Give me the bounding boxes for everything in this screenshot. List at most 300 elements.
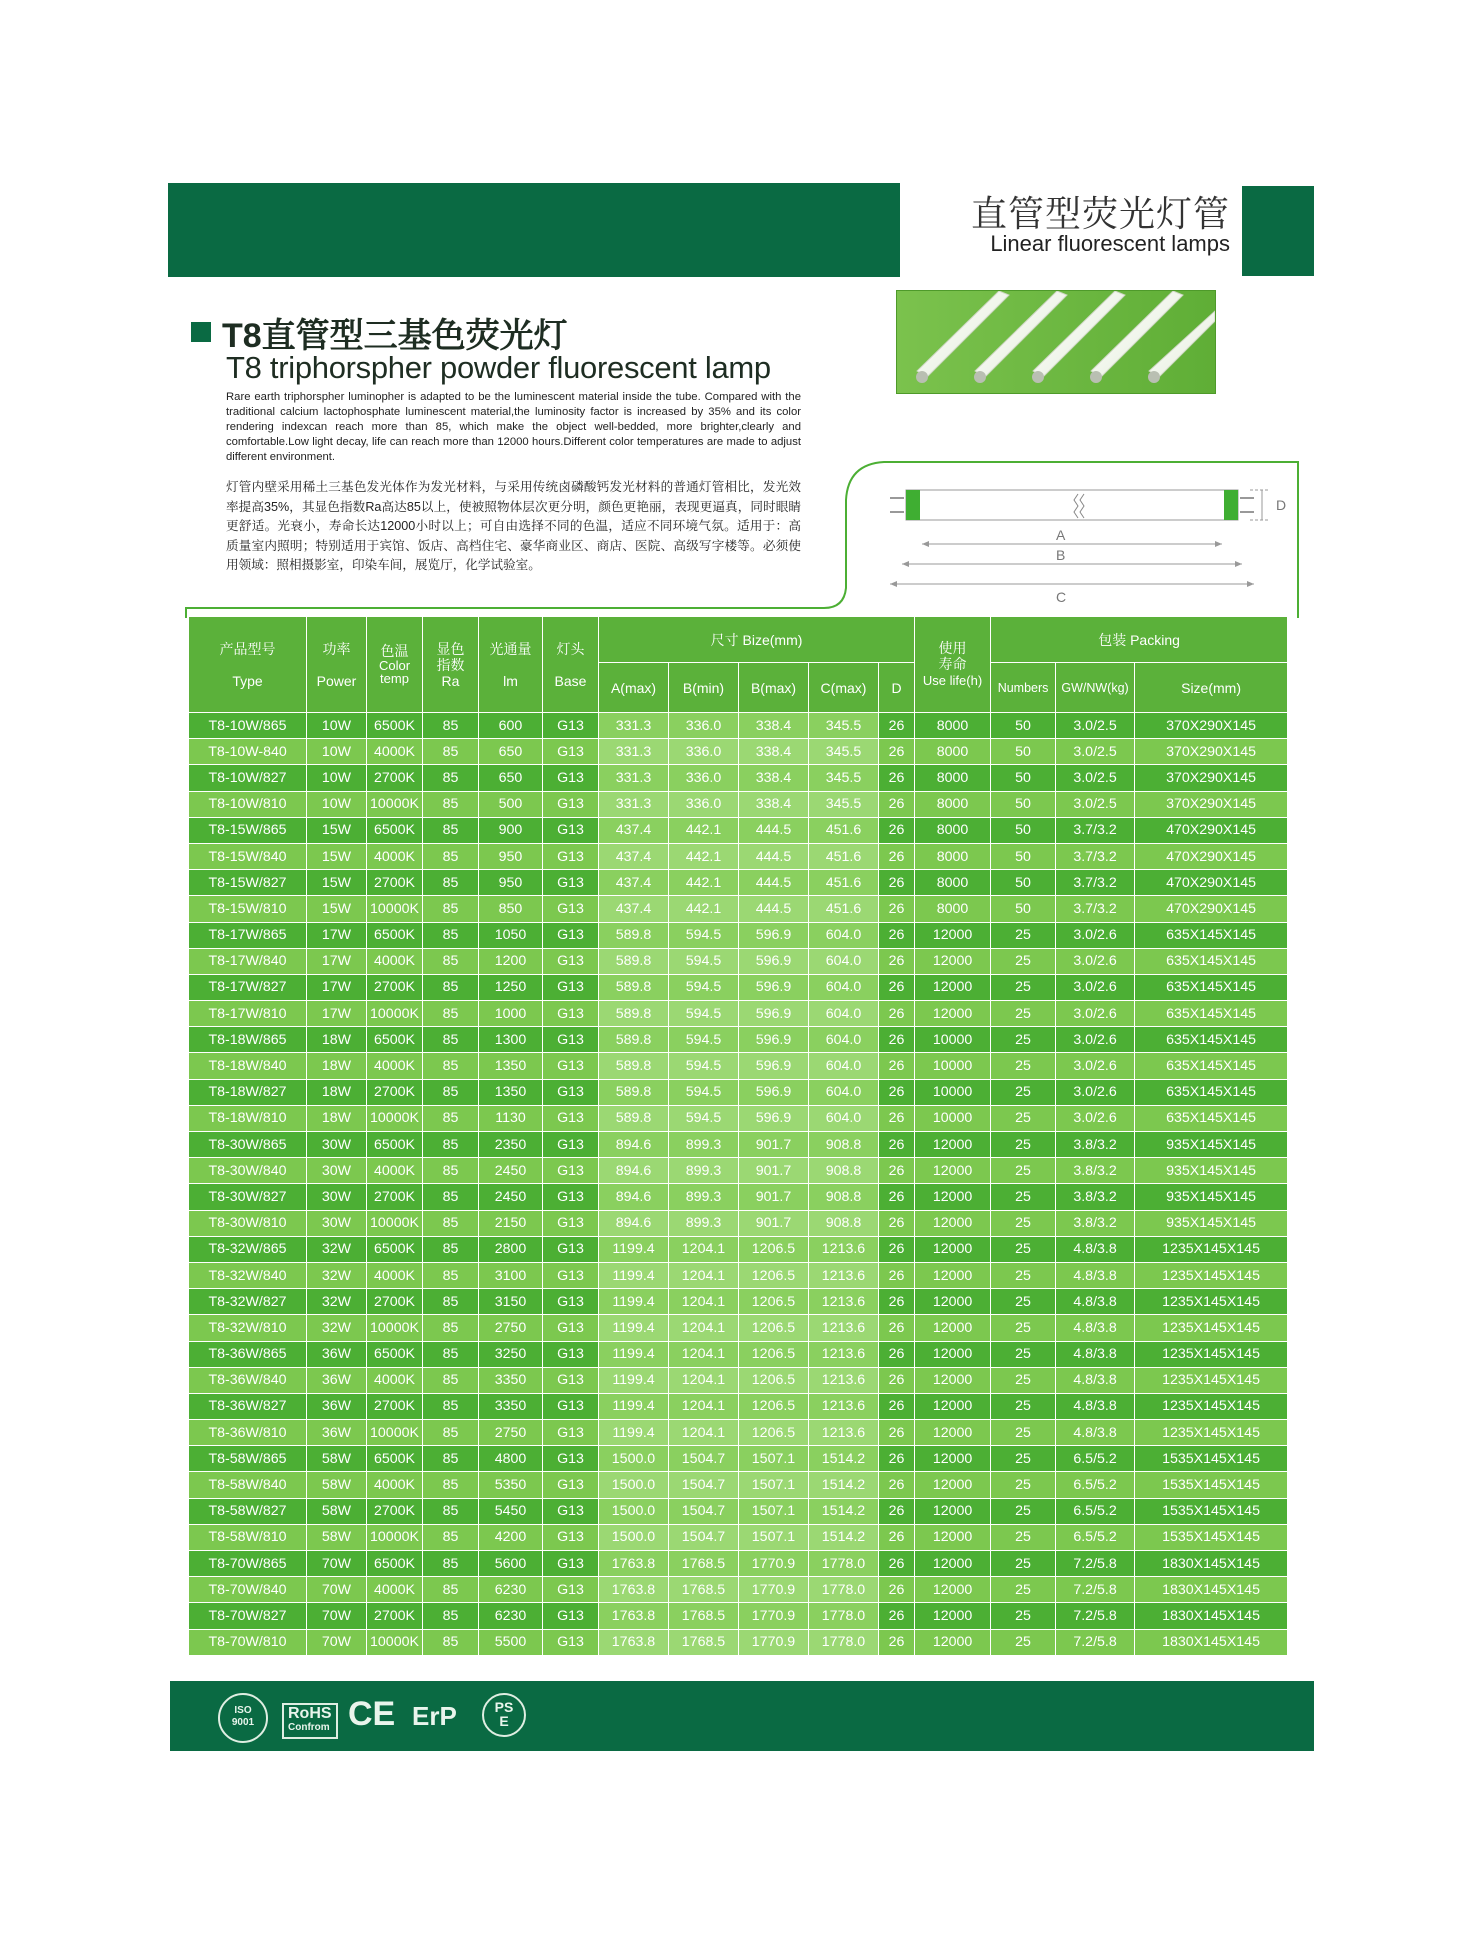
table-row (189, 843, 1288, 869)
table-cell: 935X145X145 (1135, 1132, 1288, 1158)
table-cell: 12000 (915, 1289, 991, 1315)
table-cell: 85 (423, 739, 479, 765)
table-cell: 2450 (479, 1158, 543, 1184)
table-cell: 2150 (479, 1210, 543, 1236)
table-cell: 36W (307, 1341, 367, 1367)
table-cell: 12000 (915, 1629, 991, 1655)
table-cell: 2700K (367, 1393, 423, 1419)
table-cell: T8-17W/840 (189, 948, 307, 974)
table-cell: 1204.1 (669, 1393, 739, 1419)
table-cell: 12000 (915, 1603, 991, 1629)
table-row (189, 1184, 1288, 1210)
table-cell: T8-32W/810 (189, 1315, 307, 1341)
table-cell: 85 (423, 1158, 479, 1184)
table-row (189, 948, 1288, 974)
table-cell: 604.0 (809, 948, 879, 974)
table-cell: 26 (879, 1498, 915, 1524)
table-cell: 2700K (367, 1603, 423, 1629)
table-cell: 85 (423, 870, 479, 896)
table-cell: G13 (543, 1210, 599, 1236)
table-cell: 2700K (367, 1289, 423, 1315)
table-cell: 935X145X145 (1135, 1210, 1288, 1236)
table-cell: 36W (307, 1393, 367, 1419)
table-cell: 4.8/3.8 (1056, 1315, 1135, 1341)
table-cell: 2700K (367, 765, 423, 791)
pse-cert-icon: PS E (482, 1693, 526, 1737)
table-cell: 470X290X145 (1135, 896, 1288, 922)
table-cell: 437.4 (599, 870, 669, 896)
table-cell: 1199.4 (599, 1236, 669, 1262)
table-cell: 331.3 (599, 791, 669, 817)
table-cell: 12000 (915, 1262, 991, 1288)
table-cell: 1514.2 (809, 1498, 879, 1524)
table-cell: 604.0 (809, 922, 879, 948)
table-cell: 2700K (367, 1079, 423, 1105)
col-lumen: 光通量 lm (479, 617, 543, 713)
table-cell: 50 (991, 817, 1056, 843)
table-cell: 500 (479, 791, 543, 817)
table-cell: 596.9 (739, 1001, 809, 1027)
table-cell: 85 (423, 843, 479, 869)
table-cell: 26 (879, 1446, 915, 1472)
table-cell: 4000K (367, 1577, 423, 1603)
table-cell: 18W (307, 1027, 367, 1053)
table-cell: 1213.6 (809, 1262, 879, 1288)
table-cell: 6230 (479, 1603, 543, 1629)
table-row (189, 1524, 1288, 1550)
col-cmax: C(max) (809, 663, 879, 713)
table-cell: 604.0 (809, 1105, 879, 1131)
col-packing-group: 包装 Packing (991, 617, 1288, 663)
table-cell: 18W (307, 1105, 367, 1131)
table-cell: G13 (543, 817, 599, 843)
diagram-label-d: D (1276, 497, 1287, 513)
table-cell: 1763.8 (599, 1629, 669, 1655)
table-cell: 10000 (915, 1027, 991, 1053)
page-title-cn: 直管型荧光灯管 (970, 193, 1230, 234)
table-cell: 3.0/2.5 (1056, 765, 1135, 791)
table-cell: 6500K (367, 1341, 423, 1367)
table-cell: 85 (423, 1472, 479, 1498)
table-cell: 25 (991, 1446, 1056, 1472)
table-cell: 1830X145X145 (1135, 1577, 1288, 1603)
table-cell: 2800 (479, 1236, 543, 1262)
col-ra: 显色指数 Ra (423, 617, 479, 713)
table-cell: 26 (879, 1393, 915, 1419)
table-cell: 6.5/5.2 (1056, 1524, 1135, 1550)
table-cell: T8-32W/840 (189, 1262, 307, 1288)
table-cell: 1830X145X145 (1135, 1629, 1288, 1655)
table-cell: 1206.5 (739, 1315, 809, 1341)
table-cell: 950 (479, 870, 543, 896)
table-cell: 26 (879, 1210, 915, 1236)
table-cell: 26 (879, 1367, 915, 1393)
table-cell: 5600 (479, 1551, 543, 1577)
table-cell: 2750 (479, 1420, 543, 1446)
table-cell: 4000K (367, 843, 423, 869)
table-cell: 345.5 (809, 713, 879, 739)
table-cell: G13 (543, 1472, 599, 1498)
table-cell: 1500.0 (599, 1472, 669, 1498)
col-bmin: B(min) (669, 663, 739, 713)
table-cell: T8-30W/827 (189, 1184, 307, 1210)
table-cell: 25 (991, 1603, 1056, 1629)
table-cell: 85 (423, 1210, 479, 1236)
table-cell: 908.8 (809, 1210, 879, 1236)
table-cell: 85 (423, 1341, 479, 1367)
table-cell: 3.7/3.2 (1056, 870, 1135, 896)
table-cell: 1213.6 (809, 1315, 879, 1341)
table-cell: 50 (991, 896, 1056, 922)
table-cell: 894.6 (599, 1210, 669, 1236)
table-cell: 26 (879, 1158, 915, 1184)
table-row (189, 870, 1288, 896)
table-cell: 4.8/3.8 (1056, 1420, 1135, 1446)
table-cell: 26 (879, 1236, 915, 1262)
table-cell: 1768.5 (669, 1551, 739, 1577)
table-cell: 604.0 (809, 1079, 879, 1105)
table-cell: 1206.5 (739, 1262, 809, 1288)
table-cell: 1504.7 (669, 1498, 739, 1524)
table-row (189, 1629, 1288, 1655)
table-cell: 85 (423, 1315, 479, 1341)
table-cell: 1213.6 (809, 1420, 879, 1446)
table-cell: 26 (879, 1262, 915, 1288)
table-cell: 7.2/5.8 (1056, 1603, 1135, 1629)
table-cell: 6500K (367, 1236, 423, 1262)
table-cell: 10000K (367, 1210, 423, 1236)
table-cell: 442.1 (669, 870, 739, 896)
table-cell: 25 (991, 1027, 1056, 1053)
table-cell: 589.8 (599, 1079, 669, 1105)
table-cell: 50 (991, 791, 1056, 817)
table-cell: 596.9 (739, 948, 809, 974)
table-cell: 26 (879, 1027, 915, 1053)
table-cell: 85 (423, 1105, 479, 1131)
table-cell: 635X145X145 (1135, 1105, 1288, 1131)
table-cell: T8-36W/840 (189, 1367, 307, 1393)
table-cell: 596.9 (739, 1053, 809, 1079)
table-cell: 30W (307, 1210, 367, 1236)
table-cell: 604.0 (809, 1027, 879, 1053)
table-cell: 10000K (367, 1105, 423, 1131)
table-cell: 8000 (915, 765, 991, 791)
table-row (189, 1210, 1288, 1236)
table-cell: 6230 (479, 1577, 543, 1603)
table-cell: 1199.4 (599, 1393, 669, 1419)
table-cell: 26 (879, 870, 915, 896)
table-cell: 635X145X145 (1135, 1079, 1288, 1105)
table-cell: 50 (991, 870, 1056, 896)
table-cell: 1350 (479, 1079, 543, 1105)
table-cell: 3.0/2.6 (1056, 948, 1135, 974)
table-cell: 336.0 (669, 765, 739, 791)
table-cell: 1199.4 (599, 1262, 669, 1288)
table-cell: 26 (879, 922, 915, 948)
table-cell: 12000 (915, 974, 991, 1000)
table-cell: 1504.7 (669, 1524, 739, 1550)
table-cell: 25 (991, 1001, 1056, 1027)
table-cell: 650 (479, 739, 543, 765)
table-cell: 894.6 (599, 1132, 669, 1158)
table-cell: 1768.5 (669, 1603, 739, 1629)
table-cell: 25 (991, 1132, 1056, 1158)
table-cell: 12000 (915, 1393, 991, 1419)
table-cell: 10000K (367, 1629, 423, 1655)
col-pack-size: Size(mm) (1135, 663, 1288, 713)
table-cell: 437.4 (599, 817, 669, 843)
table-cell: 36W (307, 1420, 367, 1446)
table-cell: T8-36W/810 (189, 1420, 307, 1446)
table-cell: 18W (307, 1079, 367, 1105)
table-cell: 3.0/2.6 (1056, 974, 1135, 1000)
table-cell: 1763.8 (599, 1603, 669, 1629)
table-row (189, 1236, 1288, 1262)
table-cell: 3.8/3.2 (1056, 1184, 1135, 1210)
table-cell: 25 (991, 1629, 1056, 1655)
table-cell: 370X290X145 (1135, 791, 1288, 817)
table-row (189, 1603, 1288, 1629)
table-cell: 1199.4 (599, 1289, 669, 1315)
table-cell: 594.5 (669, 1001, 739, 1027)
diagram-label-c: C (1056, 589, 1067, 605)
table-cell: G13 (543, 896, 599, 922)
table-cell: 1770.9 (739, 1603, 809, 1629)
table-cell: 70W (307, 1603, 367, 1629)
table-row (189, 817, 1288, 843)
table-cell: 3.0/2.5 (1056, 739, 1135, 765)
table-cell: G13 (543, 1524, 599, 1550)
table-cell: 589.8 (599, 922, 669, 948)
table-cell: 1535X145X145 (1135, 1498, 1288, 1524)
table-cell: 1830X145X145 (1135, 1603, 1288, 1629)
table-cell: G13 (543, 1158, 599, 1184)
table-cell: 1235X145X145 (1135, 1367, 1288, 1393)
table-row (189, 1393, 1288, 1419)
table-cell: 12000 (915, 1498, 991, 1524)
table-cell: 10W (307, 791, 367, 817)
table-cell: 85 (423, 922, 479, 948)
table-cell: 10000 (915, 1053, 991, 1079)
col-gwnw: GW/NW(kg) (1056, 663, 1135, 713)
table-body (189, 713, 1288, 1656)
table-cell: 596.9 (739, 1079, 809, 1105)
table-cell: 25 (991, 974, 1056, 1000)
table-cell: 85 (423, 791, 479, 817)
table-cell: 25 (991, 1158, 1056, 1184)
table-cell: 1500.0 (599, 1498, 669, 1524)
table-cell: 604.0 (809, 974, 879, 1000)
table-cell: 12000 (915, 1524, 991, 1550)
table-cell: 50 (991, 713, 1056, 739)
table-cell: 26 (879, 713, 915, 739)
table-cell: 25 (991, 1210, 1056, 1236)
table-cell: 444.5 (739, 817, 809, 843)
table-cell: 4.8/3.8 (1056, 1393, 1135, 1419)
table-cell: T8-58W/865 (189, 1446, 307, 1472)
table-row (189, 1367, 1288, 1393)
erp-cert-icon: ErP (412, 1701, 457, 1731)
table-cell: 70W (307, 1551, 367, 1577)
table-cell: 901.7 (739, 1158, 809, 1184)
table-cell: 8000 (915, 739, 991, 765)
table-cell: 6.5/5.2 (1056, 1498, 1135, 1524)
table-cell: 85 (423, 1079, 479, 1105)
table-cell: T8-10W/827 (189, 765, 307, 791)
table-cell: 935X145X145 (1135, 1184, 1288, 1210)
table-cell: 5500 (479, 1629, 543, 1655)
table-cell: 437.4 (599, 843, 669, 869)
table-cell: T8-15W/840 (189, 843, 307, 869)
table-cell: 15W (307, 870, 367, 896)
table-cell: 26 (879, 1079, 915, 1105)
table-cell: 650 (479, 765, 543, 791)
table-cell: 6500K (367, 922, 423, 948)
table-cell: 437.4 (599, 896, 669, 922)
table-cell: 635X145X145 (1135, 974, 1288, 1000)
table-cell: 336.0 (669, 713, 739, 739)
diagram-label-b: B (1056, 547, 1066, 563)
table-row (189, 1079, 1288, 1105)
table-cell: 1204.1 (669, 1315, 739, 1341)
table-cell: 85 (423, 817, 479, 843)
table-cell: G13 (543, 1341, 599, 1367)
table-cell: 25 (991, 948, 1056, 974)
table-cell: 1235X145X145 (1135, 1289, 1288, 1315)
table-cell: 1199.4 (599, 1315, 669, 1341)
table-cell: 6.5/5.2 (1056, 1446, 1135, 1472)
table-cell: 1300 (479, 1027, 543, 1053)
table-cell: 26 (879, 1053, 915, 1079)
table-cell: 12000 (915, 1001, 991, 1027)
table-cell: 10000K (367, 1001, 423, 1027)
table-cell: 50 (991, 765, 1056, 791)
table-cell: 604.0 (809, 1053, 879, 1079)
table-cell: 635X145X145 (1135, 948, 1288, 974)
table-cell: 30W (307, 1132, 367, 1158)
col-type: 产品型号 Type (189, 617, 307, 713)
table-cell: 6.5/5.2 (1056, 1472, 1135, 1498)
table-cell: 594.5 (669, 1053, 739, 1079)
table-cell: 442.1 (669, 843, 739, 869)
table-cell: 2700K (367, 974, 423, 1000)
col-base: 灯头 Base (543, 617, 599, 713)
table-cell: T8-18W/865 (189, 1027, 307, 1053)
table-cell: 6500K (367, 1446, 423, 1472)
table-cell: 85 (423, 1367, 479, 1393)
table-cell: 1778.0 (809, 1629, 879, 1655)
table-cell: 6500K (367, 817, 423, 843)
table-cell: 8000 (915, 713, 991, 739)
table-cell: 85 (423, 765, 479, 791)
product-description-en: Rare earth triphorspher luminopher is adapted to be the luminescent material inside the tube. Compared with the traditional calcium lactophosphate luminescent material,the luminosity factor is increased by 35% and its color rendering indexcan reach more than 85, which make the object well-bedded, more brighter,clearly and comfortable.Low light decay, life can reach more than 12000 hours.Different color temperatures are made to adjust different environment. (226, 391, 801, 463)
table-cell: 594.5 (669, 1027, 739, 1053)
table-cell: 899.3 (669, 1132, 739, 1158)
table-cell: 3.0/2.6 (1056, 1079, 1135, 1105)
table-row (189, 1315, 1288, 1341)
table-cell: 4.8/3.8 (1056, 1236, 1135, 1262)
table-cell: 1514.2 (809, 1524, 879, 1550)
table-cell: 12000 (915, 948, 991, 974)
table-cell: 589.8 (599, 1001, 669, 1027)
table-cell: 442.1 (669, 817, 739, 843)
table-cell: 12000 (915, 922, 991, 948)
table-row (189, 765, 1288, 791)
table-cell: 4200 (479, 1524, 543, 1550)
col-size-group: 尺寸 Bize(mm) (599, 617, 915, 663)
lamp-tubes-icon (897, 291, 1215, 393)
table-cell: 58W (307, 1446, 367, 1472)
table-cell: 336.0 (669, 739, 739, 765)
table-cell: 12000 (915, 1184, 991, 1210)
table-cell: 1235X145X145 (1135, 1262, 1288, 1288)
table-cell: 3.0/2.6 (1056, 1001, 1135, 1027)
table-cell: 8000 (915, 817, 991, 843)
table-cell: 25 (991, 1053, 1056, 1079)
col-amax: A(max) (599, 663, 669, 713)
table-row (189, 713, 1288, 739)
table-cell: G13 (543, 974, 599, 1000)
table-cell: 25 (991, 1524, 1056, 1550)
table-cell: 331.3 (599, 739, 669, 765)
table-cell: 1206.5 (739, 1367, 809, 1393)
table-cell: G13 (543, 739, 599, 765)
table-cell: 470X290X145 (1135, 870, 1288, 896)
table-cell: 338.4 (739, 765, 809, 791)
table-cell: 25 (991, 1393, 1056, 1419)
table-cell: 32W (307, 1315, 367, 1341)
table-cell: 1235X145X145 (1135, 1236, 1288, 1262)
table-cell: 3.8/3.2 (1056, 1132, 1135, 1158)
table-cell: 1199.4 (599, 1367, 669, 1393)
table-cell: 85 (423, 1577, 479, 1603)
table-cell: 3.0/2.6 (1056, 1027, 1135, 1053)
table-cell: 594.5 (669, 948, 739, 974)
table-cell: 12000 (915, 1577, 991, 1603)
table-cell: T8-17W/827 (189, 974, 307, 1000)
table-cell: 12000 (915, 1472, 991, 1498)
spec-table (188, 616, 1288, 1656)
table-cell: T8-10W/865 (189, 713, 307, 739)
table-cell: 596.9 (739, 974, 809, 1000)
table-cell: 70W (307, 1629, 367, 1655)
table-cell: 30W (307, 1158, 367, 1184)
table-cell: 12000 (915, 1341, 991, 1367)
table-cell: 2700K (367, 1184, 423, 1210)
table-cell: G13 (543, 1498, 599, 1524)
table-cell: 594.5 (669, 922, 739, 948)
table-cell: 1199.4 (599, 1341, 669, 1367)
table-row (189, 1472, 1288, 1498)
table-cell: 26 (879, 765, 915, 791)
table-cell: 12000 (915, 1551, 991, 1577)
table-cell: 901.7 (739, 1210, 809, 1236)
table-cell: 336.0 (669, 791, 739, 817)
rohs-cert-icon: RoHS Confrom (282, 1703, 338, 1739)
table-cell: T8-15W/810 (189, 896, 307, 922)
table-cell: 8000 (915, 896, 991, 922)
table-cell: 26 (879, 1184, 915, 1210)
table-cell: 6500K (367, 1027, 423, 1053)
table-cell: 589.8 (599, 948, 669, 974)
table-cell: 25 (991, 1420, 1056, 1446)
product-heading-cn: T8直管型三基色荧光灯 (222, 317, 568, 355)
table-cell: 3.0/2.5 (1056, 791, 1135, 817)
table-cell: 1213.6 (809, 1289, 879, 1315)
col-power: 功率 Power (307, 617, 367, 713)
table-cell: 4.8/3.8 (1056, 1367, 1135, 1393)
table-cell: 3.0/2.6 (1056, 922, 1135, 948)
